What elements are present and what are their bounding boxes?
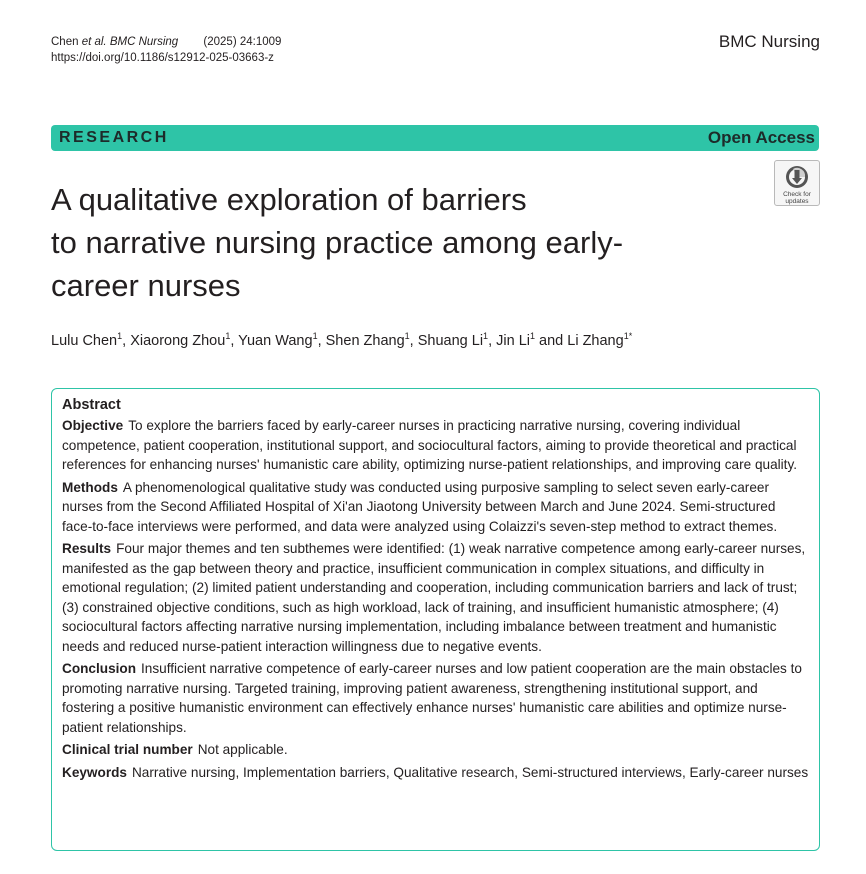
keywords-label: Keywords [62, 764, 127, 780]
author-name[interactable]: Shen Zhang [325, 332, 405, 349]
title-line-3: career nurses [51, 268, 241, 303]
author-affiliation: 1 [312, 331, 318, 341]
conclusion-text: Insufficient narrative competence of early-career nurses and low patient cooperation are the main obstacles to promoting narrative nursing. Targeted training, improving patient awareness, strengthening institutional support, and fostering a positive humanistic environment can effectively enhance nurses' humanistic care abilities and optimize nurse-patient relationships. [62, 661, 802, 735]
methods-label: Methods [62, 479, 118, 495]
abstract-box [51, 388, 820, 851]
author-affiliation: 1 [404, 331, 410, 341]
abstract-objective [62, 416, 809, 475]
check-updates-text [783, 191, 811, 205]
author-list [51, 331, 632, 349]
title-line-1: A qualitative exploration of barriers [51, 182, 527, 217]
trial-text: Not applicable. [197, 742, 288, 757]
open-access-label: Open Access [707, 128, 815, 147]
author-affiliation: 1* [623, 331, 633, 341]
check-updates-line1: Check for [783, 191, 811, 198]
citation-volume: (2025) 24:1009 [203, 36, 282, 48]
methods-text: A phenomenological qualitative study was conducted using purposive sampling to select seven early-career nurses from the Second Affiliated Hospital of Xi'an Jiaotong University between March and June 2024. Semi-structured face-to-face interviews were performed, and data were analyzed using Colaizzi's seven-step method to extract themes. [62, 479, 778, 534]
author-name[interactable]: Yuan Wang [238, 332, 313, 349]
title-line-2: to narrative nursing practice among early- [51, 225, 624, 260]
keywords-text: Narrative nursing, Implementation barriers, Qualitative research, Semi-structured interviews, Early-career nurses [131, 764, 809, 780]
check-updates-line2: updates [785, 198, 809, 205]
check-for-updates-badge[interactable] [774, 160, 820, 206]
citation-author: Chen [51, 36, 82, 48]
author-name[interactable]: Jin Li [496, 332, 530, 349]
author-affiliation: 1 [529, 331, 535, 341]
author-separator: and [535, 332, 568, 349]
citation-line [51, 34, 281, 50]
author-affiliation: 1 [117, 331, 123, 341]
trial-label: Clinical trial number [62, 742, 193, 757]
abstract-trial-number [62, 740, 809, 760]
abstract-heading: Abstract [62, 397, 121, 413]
citation-journal: BMC Nursing [106, 36, 179, 48]
objective-text: To explore the barriers faced by early-career nurses in practicing narrative nursing, covering individual competence, patient cooperation, institutional support, and sociocultural factors, aiming to provide theoretical and practical references for enhancing nurses' humanistic care ability, optimizing nurse-patient relationships, and improving care quality. [62, 418, 798, 472]
author-separator: , [230, 332, 239, 349]
author-separator: , [122, 332, 131, 349]
abstract-methods [62, 478, 809, 537]
section-label: RESEARCH [59, 129, 169, 146]
author-separator: , [488, 332, 497, 349]
abstract-keywords [62, 763, 809, 783]
objective-label: Objective [62, 418, 124, 433]
crossmark-icon [785, 165, 809, 189]
author-name[interactable]: Lulu Chen [51, 332, 118, 349]
article-type-banner [51, 125, 819, 151]
author-name[interactable]: Xiaorong Zhou [130, 332, 226, 349]
author-affiliation: 1 [225, 331, 231, 341]
citation-et-al: et al. [81, 36, 107, 48]
citation-header [51, 34, 281, 66]
doi-link[interactable]: https://doi.org/10.1186/s12912-025-03663-z [51, 52, 274, 64]
results-text: Four major themes and ten subthemes were identified: (1) weak narrative competence among early-career nurses, manifested as the gap between theory and practice, insufficient communication in complex situations, and difficulty in emotional regulation; (2) limited patient understanding and cooperation, including communication barriers and lack of trust; (3) constrained objective conditions, such as high workload, lack of training, and insufficient humanistic atmosphere; (4) sociocultural factors affecting narrative nursing implementation, including imbalance between treatment and humanistic needs and reduced nurse-patient interaction willingness due to negative events. [62, 541, 806, 654]
author-separator: , [317, 332, 326, 349]
abstract-results [62, 539, 809, 656]
author-affiliation: 1 [483, 331, 489, 341]
results-label: Results [62, 541, 112, 556]
journal-name: BMC Nursing [718, 32, 820, 51]
author-separator: , [409, 332, 418, 349]
conclusion-label: Conclusion [62, 661, 137, 676]
article-title [51, 178, 731, 307]
abstract-conclusion [62, 659, 809, 737]
author-name[interactable]: Li Zhang [567, 332, 624, 349]
author-name[interactable]: Shuang Li [417, 332, 484, 349]
